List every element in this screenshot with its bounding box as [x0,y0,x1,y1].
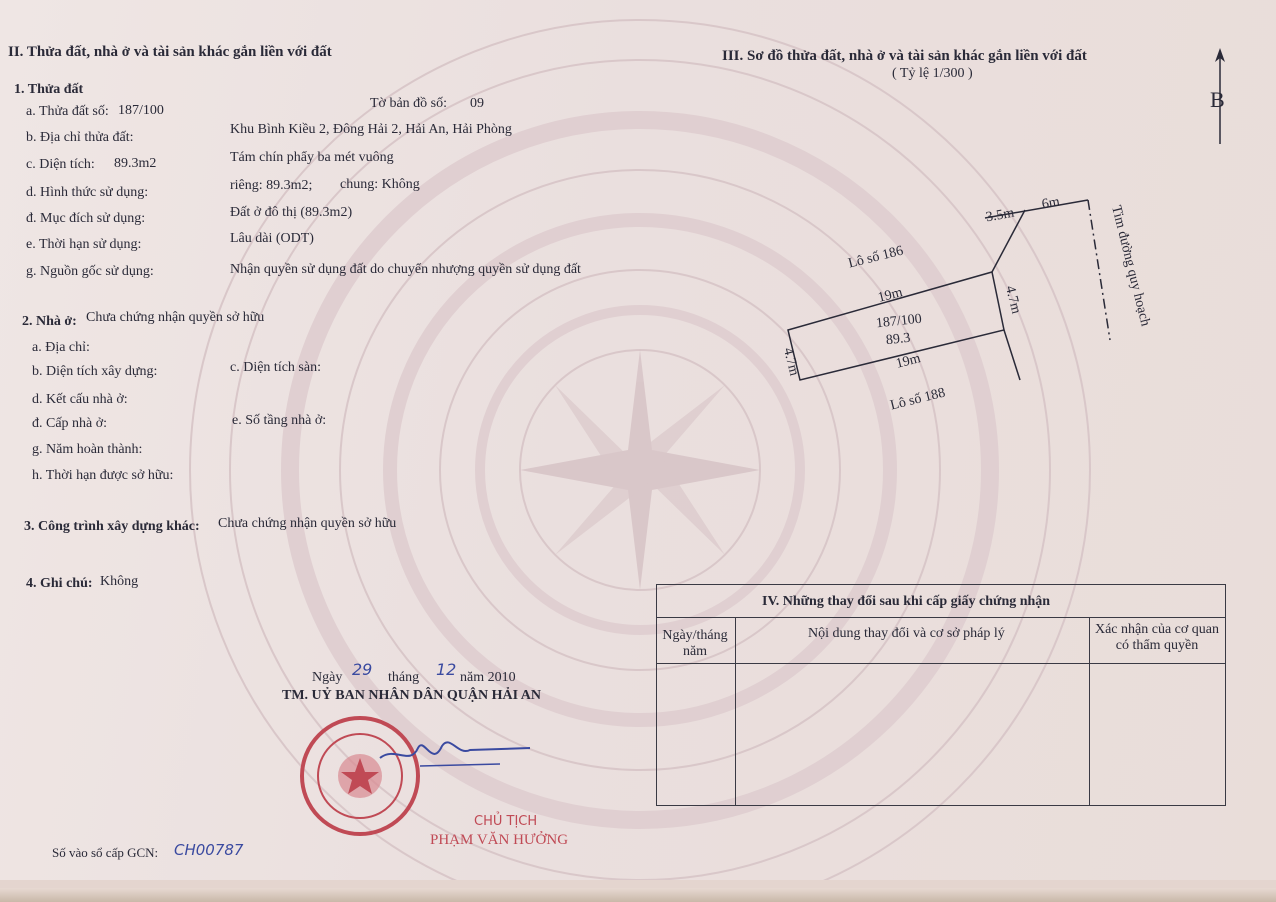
bottom-length-label: 19m [894,351,923,372]
table-rule [657,663,1225,664]
signer-name: PHẠM VĂN HƯỞNG [430,832,569,848]
house-completion-label: g. Năm hoàn thành: [32,442,143,457]
parcel-heading: 1. Thửa đất [14,82,84,97]
usage-term-label: e. Thời hạn sử dụng: [26,237,142,252]
house-floor-area-label: c. Diện tích sàn: [230,360,321,375]
usage-origin-label: g. Nguồn gốc sử dụng: [26,264,154,279]
area-value: 89.3m2 [114,156,157,171]
house-grade-label: đ. Cấp nhà ở: [32,416,108,431]
right-width-label: 4.7m [1001,284,1024,316]
date-month: 12 [436,660,457,679]
section3-title: III. Sơ đồ thửa đất, nhà ở và tài sản khác gắn liền với đất [722,48,1087,64]
address-value: Khu Bình Kiều 2, Đông Hải 2, Hải An, Hải Phòng [230,122,512,137]
usage-common: chung: Không [340,177,420,192]
date-month-label: tháng [388,670,420,685]
table-rule [735,617,736,805]
area-words: Tám chín phẩy ba mét vuông [230,150,394,165]
map-sheet-value: 09 [470,96,484,111]
parcel-number-sketch: 187/100 [875,311,923,332]
red-seal-icon [302,718,418,834]
changes-col-content: Nội dung thay đổi và cơ sở pháp lý [808,626,1005,641]
parcel-area-sketch: 89.3 [885,330,912,349]
usage-term-value: Lâu dài (ODT) [230,231,314,246]
top-length-label: 19m [876,285,905,306]
note-value: Không [100,574,139,589]
usage-purpose-label: đ. Mục đích sử dụng: [26,211,146,226]
date-year: năm 2010 [460,670,516,685]
section4-title: IV. Những thay đổi sau khi cấp giấy chứng nhận [762,594,1051,609]
lot-above-label: Lô số 186 [846,243,905,272]
section3-scale: ( Tỷ lệ 1/300 ) [892,66,973,81]
registry-number: CH00787 [174,841,244,859]
issuing-authority: TM. UỶ BAN NHÂN DÂN QUẬN HẢI AN [282,688,541,703]
usage-form-label: d. Hình thức sử dụng: [26,185,149,200]
lot-below-label: Lô số 188 [888,385,947,414]
road-label: Tim đường quy hoạch [1108,204,1153,328]
changes-table [656,584,1226,806]
usage-origin-value: Nhận quyền sử dụng đất do chuyển nhượng quyền sử dụng đất [230,262,581,277]
paper-edge [0,888,1276,902]
map-sheet-label: Tờ bản đồ số: [370,96,448,111]
house-build-area-label: b. Diện tích xây dựng: [32,364,158,379]
area-label: c. Diện tích: [26,157,95,172]
parcel-number-label: a. Thửa đất số: [26,104,109,119]
address-label: b. Địa chỉ thửa đất: [26,130,134,145]
rear-boundary-line [1004,330,1020,380]
usage-purpose-value: Đất ở đô thị (89.3m2) [230,205,353,220]
usage-private: riêng: 89.3m2; [230,178,313,193]
other-works-value: Chưa chứng nhận quyền sở hữu [218,516,397,531]
other-works-heading: 3. Công trình xây dựng khác: [24,519,200,534]
section2-title: II. Thửa đất, nhà ở và tài sản khác gắn liền với đất [8,44,332,60]
house-heading-value: Chưa chứng nhận quyền sở hữu [86,310,265,325]
north-label: B [1210,87,1225,112]
note-heading: 4. Ghi chú: [26,576,93,591]
registry-label: Số vào sổ cấp GCN: [52,845,159,860]
offset-a-label: 3.5m [984,205,1016,226]
house-ownership-term-label: h. Thời hạn được sở hữu: [32,468,174,483]
signer-position: CHỦ TỊCH [474,814,538,829]
offset-b-label: 6m [1040,194,1061,213]
house-structure-label: d. Kết cấu nhà ở: [32,392,128,407]
parcel-sketch [770,190,1170,420]
house-floors-label: e. Số tầng nhà ở: [232,413,327,428]
table-rule [657,617,1225,618]
changes-col-date: Ngày/tháng năm [662,628,728,659]
changes-col-approval: Xác nhận của cơ quan có thẩm quyền [1094,622,1219,653]
road-centerline [1088,200,1110,340]
parcel-number-value: 187/100 [118,103,164,118]
left-width-label: 4.7m [779,346,802,378]
house-heading: 2. Nhà ở: [22,314,77,329]
date-day: 29 [352,660,373,679]
date-prefix: Ngày [312,670,343,685]
house-address-label: a. Địa chỉ: [32,340,90,355]
